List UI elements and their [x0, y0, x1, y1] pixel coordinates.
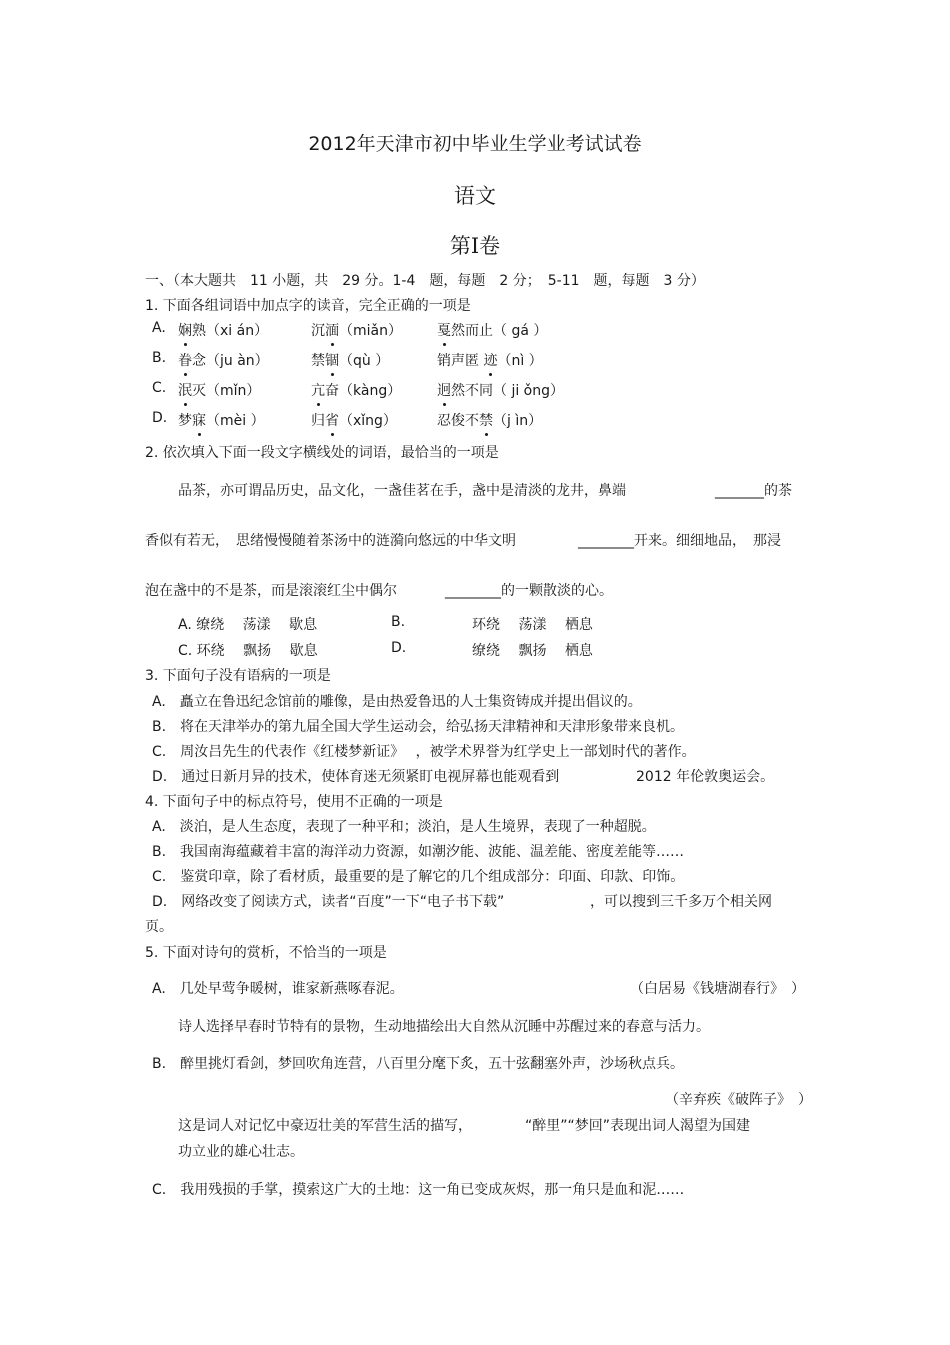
q5-option-a: A. 几处早莺争暖树，谁家新燕啄春泥。	[152, 981, 404, 997]
q2-blank-1: _______的茶	[715, 483, 792, 499]
word-pinyin: （nì ）	[497, 353, 543, 369]
q1-word-item	[311, 350, 389, 370]
q2-option-b: 环绕 荡漾 栖息	[472, 617, 593, 633]
dotted-character: 戛	[437, 320, 451, 340]
word-pinyin: 念（ju àn）	[192, 353, 269, 369]
volume-heading: 第Ⅰ卷	[449, 234, 501, 258]
word-pinyin: 奋（kàng）	[325, 383, 402, 399]
dotted-character: 禁	[479, 410, 493, 430]
dotted-character: 泯	[178, 380, 192, 400]
q2-passage-line: 品茶，亦可谓品历史，品文化，一盏佳茗在手，盏中是清淡的龙井，鼻端	[178, 483, 626, 499]
q1-word-item	[437, 380, 564, 400]
q4-option-c: C. 鉴赏印章，除了看材质，最重要的是了解它的几个组成部分：印面、印款、印饰。	[152, 869, 685, 885]
word-text: 归	[311, 413, 325, 429]
word-pinyin: （j ìn）	[493, 413, 543, 429]
word-pinyin: （qù ）	[339, 353, 390, 369]
q5-option-b-source: （辛弃疾《破阵子》 ）	[665, 1092, 812, 1108]
q2-option-a: A. 缭绕 荡漾 歇息	[178, 617, 318, 633]
q1-word-item	[437, 350, 543, 370]
q1-word-item	[178, 320, 268, 340]
q2-option-b-label: B.	[391, 614, 406, 630]
word-pinyin: 灭（mǐn）	[192, 383, 261, 399]
q2-passage-line: 香似有若无， 思绪慢慢随着茶汤中的涟漪向悠远的中华文明	[145, 533, 516, 549]
q1-word-item	[178, 350, 269, 370]
dotted-character: 锢	[325, 350, 339, 370]
word-text: 禁	[311, 353, 325, 369]
word-pinyin: 然不同（ ji ǒng）	[451, 383, 565, 399]
word-pinyin: 然而止（ gá ）	[451, 323, 548, 339]
q5-option-c: C. 我用残损的手掌，摸索这广大的土地：这一角已变成灰烬，那一角只是血和泥……	[152, 1182, 685, 1198]
q1-word-item	[178, 410, 265, 430]
q5-option-a-source: （白居易《钱塘湖春行》 ）	[630, 981, 805, 997]
q3-option-a: A. 矗立在鲁迅纪念馆前的雕像，是由热爱鲁迅的人士集资铸成并提出倡议的。	[152, 694, 642, 710]
exam-title: 2012年天津市初中毕业生学业考试试卷	[308, 133, 642, 155]
q4-option-b: B. 我国南海蕴藏着丰富的海洋动力资源，如潮汐能、波能、温差能、密度差能等……	[152, 844, 685, 860]
dotted-character: 迹	[483, 350, 497, 370]
word-text: 忍俊不	[437, 413, 479, 429]
word-text: 销声匿	[437, 353, 484, 369]
q4-option-d-wrap: 页。	[145, 919, 173, 935]
q2-blank-2: ________开来。细细地品， 那浸	[578, 533, 781, 549]
q1-stem: 1. 下面各组词语中加点字的读音，完全正确的一项是	[145, 298, 471, 314]
word-text: 梦	[178, 413, 192, 429]
q2-option-d-label: D.	[391, 640, 407, 656]
q3-option-d: D. 通过日新月异的技术，使体育迷无须紧盯电视屏幕也能观看到	[152, 769, 560, 785]
q1-word-item	[437, 320, 547, 340]
subject-heading: 语文	[454, 184, 496, 208]
section-intro: 一、（本大题共 11 小题，共 29 分。1-4 题，每题 2 分； 5-11 题，每题 3 分）	[145, 273, 705, 289]
q1-option-label: D.	[152, 410, 168, 426]
q5-option-b: B. 醉里挑灯看剑，梦回吹角连营，八百里分麾下炙，五十弦翻塞外声，沙场秋点兵。	[152, 1056, 685, 1072]
q5-option-b-note: 这是词人对记忆中豪迈壮美的军营生活的描写，	[178, 1118, 472, 1134]
q1-word-item	[311, 320, 402, 340]
q1-word-item	[437, 410, 542, 430]
q2-blank-3: ________的一颗散淡的心。	[445, 583, 613, 599]
q1-option-label: C.	[152, 380, 167, 396]
dotted-character: 省	[325, 410, 339, 430]
q3-stem: 3. 下面句子没有语病的一项是	[145, 668, 331, 684]
q5-option-a-note: 诗人选择早春时节特有的景物，生动地描绘出大自然从沉睡中苏醒过来的春意与活力。	[178, 1019, 710, 1035]
q3-option-b: B. 将在天津举办的第九届全国大学生运动会，给弘扬天津精神和天津形象带来良机。	[152, 719, 685, 735]
q2-stem: 2. 依次填入下面一段文字横线处的词语，最恰当的一项是	[145, 445, 499, 461]
q1-word-item	[311, 410, 397, 430]
q4-option-a: A. 淡泊，是人生态度，表现了一种平和；淡泊，是人生境界，表现了一种超脱。	[152, 819, 656, 835]
word-text: 沉	[311, 323, 325, 339]
dotted-character: 亢	[311, 380, 325, 400]
q3-option-c: C. 周汝吕先生的代表作《红楼梦新证》 ，被学术界誉为红学史上一部划时代的著作。	[152, 744, 696, 760]
word-pinyin: （miǎn）	[339, 323, 402, 339]
q2-option-c: C. 环绕 飘扬 歇息	[178, 643, 318, 659]
q1-option-label: B.	[152, 350, 167, 366]
dotted-character: 寐	[192, 410, 206, 430]
q5-stem: 5. 下面对诗句的赏析，不恰当的一项是	[145, 945, 387, 961]
word-pinyin: （mèi ）	[206, 413, 265, 429]
q1-word-item	[311, 380, 401, 400]
q2-option-d: 缭绕 飘扬 栖息	[472, 643, 593, 659]
q5-option-b-note-wrap: 功立业的雄心壮志。	[178, 1144, 304, 1160]
dotted-character: 眷	[178, 350, 192, 370]
dotted-character: 湎	[325, 320, 339, 340]
dotted-character: 娴	[178, 320, 192, 340]
q3-option-d-cont: 2012 年伦敦奥运会。	[636, 769, 775, 785]
word-pinyin: 熟（xi án）	[192, 323, 269, 339]
q5-option-b-note-cont: “醉里”“梦回”表现出词人渴望为国建	[525, 1118, 751, 1134]
q4-option-d-cont: ，可以搜到三千多万个相关网	[590, 894, 772, 910]
q4-stem: 4. 下面句子中的标点符号，使用不正确的一项是	[145, 794, 443, 810]
dotted-character: 迥	[437, 380, 451, 400]
q2-passage-line: 泡在盏中的不是茶，而是滚滚红尘中偶尔	[145, 583, 397, 599]
word-pinyin: （xǐng）	[339, 413, 397, 429]
q1-option-label: A.	[152, 320, 166, 336]
q4-option-d: D. 网络改变了阅读方式，读者“百度”一下“电子书下载”	[152, 894, 505, 910]
q1-word-item	[178, 380, 260, 400]
